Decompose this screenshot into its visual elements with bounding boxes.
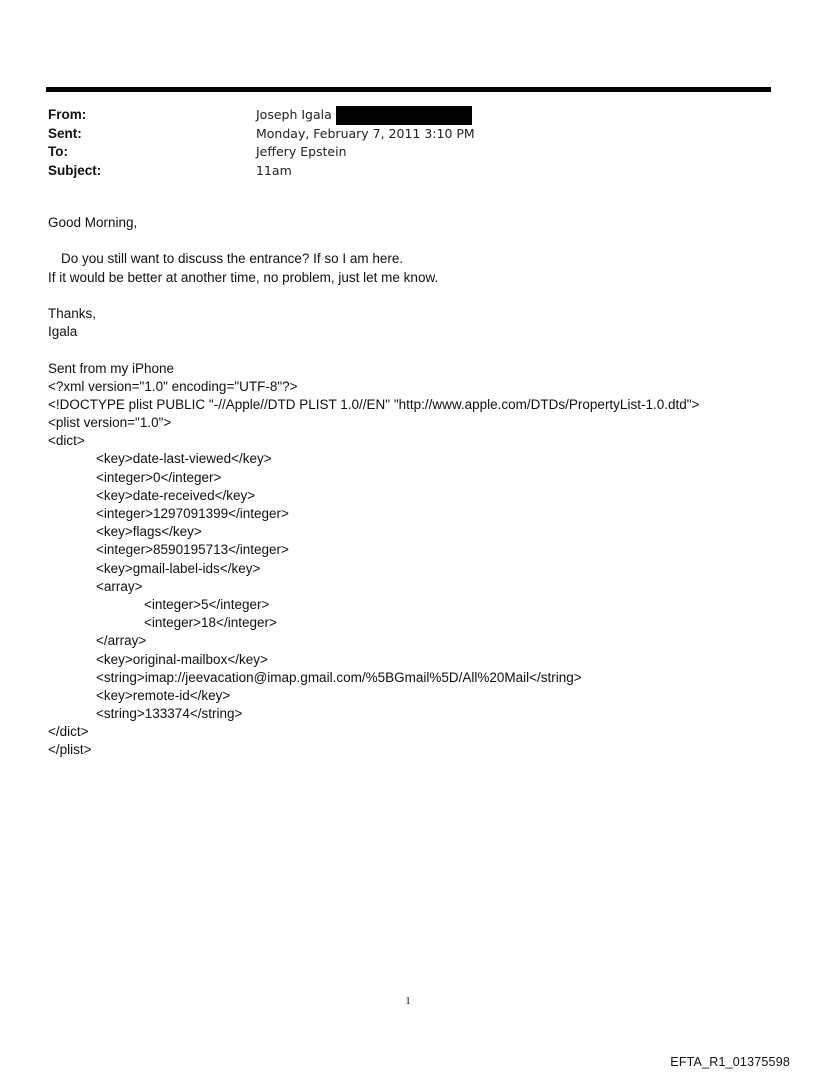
sent-value: Monday, February 7, 2011 3:10 PM: [256, 125, 475, 141]
plist-line: <key>date-received</key>: [96, 487, 256, 503]
plist-line: <key>date-last-viewed</key>: [96, 451, 272, 467]
plist-line: <integer>18</integer>: [144, 615, 277, 631]
signoff: Thanks,: [48, 305, 97, 321]
spacer: [48, 341, 788, 359]
plist-doctype: <!DOCTYPE plist PUBLIC "-//Apple//DTD PLIST 1.0//EN" "http://www.apple.com/DTDs/PropertyList-1.0.dtd">: [48, 396, 700, 412]
subject-value: 11am: [256, 162, 292, 178]
subject-label: Subject:: [48, 162, 102, 178]
plist-line: </array>: [96, 633, 147, 649]
to-row: [48, 143, 768, 162]
from-label: From:: [48, 107, 87, 122]
document-id: EFTA_R1_01375598: [670, 1055, 790, 1069]
plist-line: <integer>8590195713</integer>: [96, 542, 289, 558]
plist-dict-close: </dict>: [48, 724, 89, 740]
plist-open: <plist version="1.0">: [48, 415, 172, 431]
redaction-box: [336, 106, 472, 125]
to-value: Jeffery Epstein: [256, 144, 347, 159]
body-line-1: Do you still want to discuss the entrance? If so I am here.: [61, 251, 404, 267]
subject-row: [48, 162, 768, 181]
plist-line: <string>133374</string>: [96, 706, 243, 722]
greeting: Good Morning,: [48, 215, 138, 230]
to-label: To:: [48, 144, 68, 159]
spacer: [48, 287, 788, 305]
from-row: [48, 106, 768, 125]
plist-line: <integer>5</integer>: [144, 596, 270, 612]
plist-dict-open: <dict>: [48, 433, 85, 449]
spacer: [48, 232, 788, 250]
signature: Igala: [48, 324, 78, 340]
from-name: Joseph Igala: [256, 107, 332, 122]
plist-line: <key>original-mailbox</key>: [96, 651, 268, 667]
plist-line: <integer>1297091399</integer>: [96, 506, 289, 521]
plist-line: <integer>0</integer>: [96, 469, 222, 485]
page-number: 1: [405, 995, 411, 1007]
plist-xml-declaration: <?xml version="1.0" encoding="UTF-8"?>: [48, 378, 298, 394]
sent-row: [48, 125, 768, 144]
plist-line: <key>flags</key>: [96, 524, 202, 540]
plist-line: <string>imap://jeevacation@imap.gmail.com/%5BGmail%5D/All%20Mail</string>: [96, 669, 582, 685]
sent-label: Sent:: [48, 125, 82, 141]
plist-line: <key>remote-id</key>: [96, 687, 231, 703]
email-header: [48, 106, 768, 180]
plist-line: <array>: [96, 578, 143, 594]
header-rule: [46, 87, 771, 92]
from-value: [256, 106, 472, 125]
body-line-2: If it would be better at another time, no problem, just let me know.: [48, 269, 439, 285]
plist-line: <key>gmail-label-ids</key>: [96, 560, 261, 576]
email-body: [48, 214, 788, 760]
plist-close: </plist>: [48, 742, 92, 758]
sent-from-line: Sent from my iPhone: [48, 360, 175, 376]
